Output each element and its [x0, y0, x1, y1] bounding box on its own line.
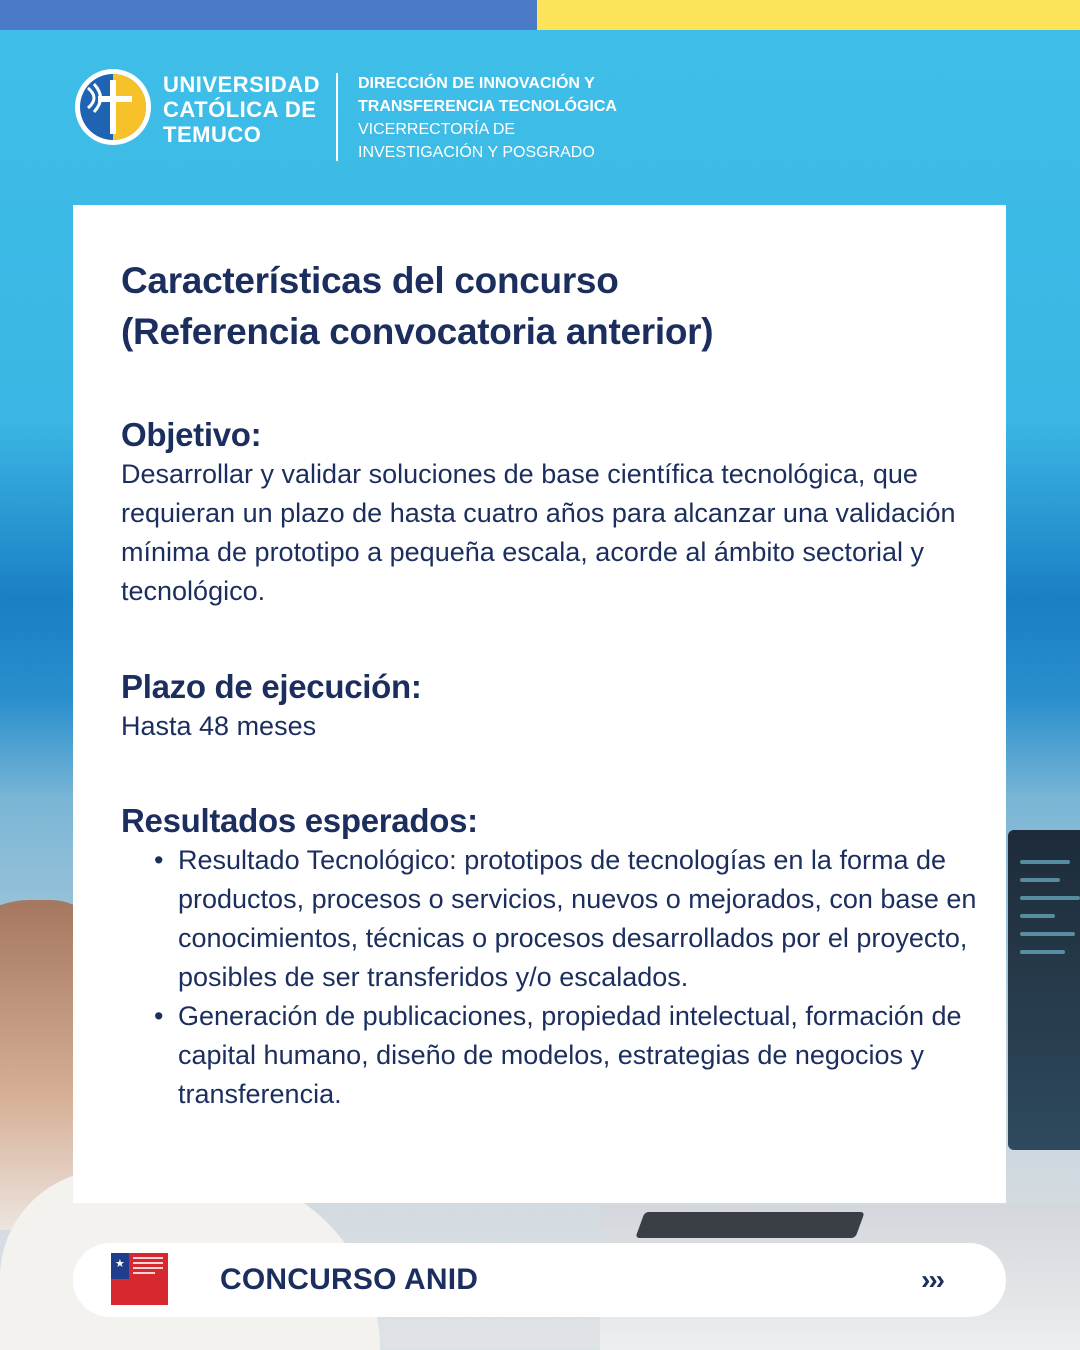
anid-flag-logo-icon: ★	[111, 1253, 168, 1305]
bullet-icon: •	[154, 1001, 164, 1031]
objective-section	[121, 415, 981, 611]
footer-label: CONCURSO ANID	[220, 1263, 479, 1296]
top-bar-yellow	[537, 0, 1080, 30]
list-item	[121, 841, 981, 997]
university-name-line-2: CATÓLICA DE	[163, 97, 317, 122]
results-heading: Resultados esperados:	[121, 802, 478, 839]
info-card-content	[121, 255, 981, 1114]
results-list	[121, 841, 981, 1114]
list-item-text: Generación de publicaciones, propiedad intelectual, formación de capital humano, diseño de modelos, estrategias de negocios y transferencia.	[178, 1001, 962, 1109]
execution-heading: Plazo de ejecución:	[121, 668, 422, 705]
header-divider	[336, 73, 338, 161]
top-bar-blue	[0, 0, 537, 30]
objective-heading: Objetivo:	[121, 416, 262, 453]
triple-chevron-right-icon[interactable]: ›››	[921, 1264, 943, 1295]
university-name-line-3: TEMUCO	[163, 122, 262, 147]
list-item-text: Resultado Tecnológico: prototipos de tecnologías en la forma de productos, procesos o servicios, nuevos o mejorados, con base en conocimientos, técnicas o procesos desarrollados por el proyecto, posibles de ser transferidos y/o escalados.	[178, 845, 977, 992]
page-title-line-1: Características del concurso	[121, 260, 619, 301]
background-keyboard	[635, 1212, 864, 1238]
department-name	[358, 72, 617, 164]
info-card	[73, 205, 1006, 1203]
uct-cross-logo-icon	[74, 68, 152, 146]
execution-text: Hasta 48 meses	[121, 711, 317, 741]
bullet-icon: •	[154, 845, 164, 875]
footer-banner[interactable]	[73, 1243, 1006, 1317]
department-regular-line-1: VICERRECTORÍA DE	[358, 121, 516, 138]
list-item	[121, 997, 981, 1114]
department-bold-line-2: TRANSFERENCIA TECNOLÓGICA	[358, 98, 617, 115]
department-bold-line-1: DIRECCIÓN DE INNOVACIÓN Y	[358, 75, 595, 92]
results-section	[121, 801, 981, 1114]
university-name	[163, 72, 320, 147]
objective-text: Desarrollar y validar soluciones de base científica tecnológica, que requieran un plazo de hasta cuatro años para alcanzar una validación mínima de prototipo a pequeña escala, acorde al ámbito sectorial y tecnológico.	[121, 459, 956, 606]
page-title-line-2: (Referencia convocatoria anterior)	[121, 311, 714, 352]
page-title	[121, 255, 981, 357]
execution-section	[121, 667, 981, 746]
department-regular-line-2: INVESTIGACIÓN Y POSGRADO	[358, 144, 595, 161]
university-name-line-1: UNIVERSIDAD	[163, 72, 321, 97]
background-monitor	[1008, 830, 1080, 1150]
